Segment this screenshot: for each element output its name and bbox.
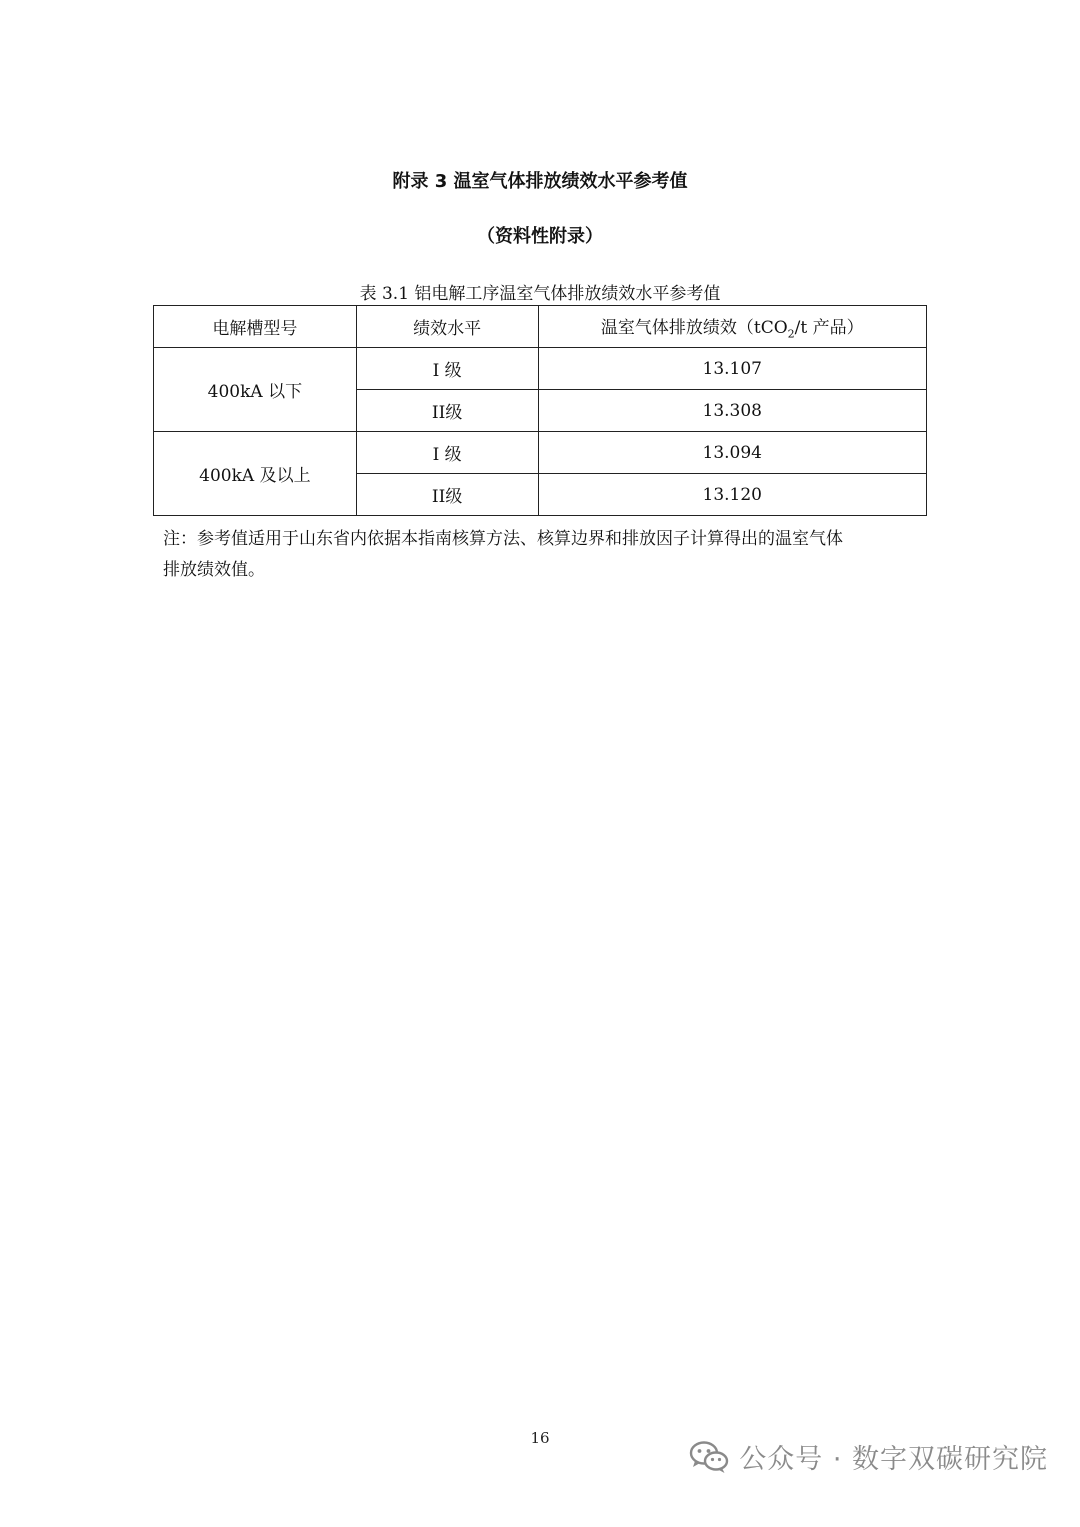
appendix-title: 附录 3 温室气体排放绩效水平参考值 xyxy=(392,171,688,192)
wechat-icon xyxy=(689,1440,729,1474)
table-row xyxy=(154,348,927,390)
cell-level: II级 xyxy=(356,474,538,516)
cell-value: 13.094 xyxy=(538,432,927,474)
cell-type: 400kA 以下 xyxy=(154,348,357,432)
cell-value: 13.308 xyxy=(538,390,927,432)
table-row xyxy=(154,432,927,474)
note-line-1: 注：参考值适用于山东省内依据本指南核算方法、核算边界和排放因子计算得出的温室气体 xyxy=(163,529,843,549)
cell-type: 400kA 及以上 xyxy=(154,432,357,516)
cell-value: 13.107 xyxy=(538,348,927,390)
header-cell-type: 电解槽型号 xyxy=(154,306,357,348)
note-line-2: 排放绩效值。 xyxy=(163,560,265,580)
header-level: 绩效水平 xyxy=(356,306,538,348)
header-value-suffix: /t 产品） xyxy=(794,317,864,338)
header-value-prefix: 温室气体排放绩效（tCO xyxy=(600,317,788,338)
cell-level: I 级 xyxy=(356,432,538,474)
wechat-watermark xyxy=(689,1437,1048,1476)
reference-values-table xyxy=(153,305,927,516)
table-caption: 表 3.1 铝电解工序温室气体排放绩效水平参考值 xyxy=(359,284,721,304)
cell-value: 13.120 xyxy=(538,474,927,516)
table-note xyxy=(163,524,928,586)
table-header-row xyxy=(154,306,927,348)
page-number: 16 xyxy=(530,1429,550,1447)
watermark-text: 公众号 · 数字双碳研究院 xyxy=(739,1444,1048,1475)
header-value-subscript: 2 xyxy=(787,327,795,341)
header-value xyxy=(538,306,927,348)
appendix-subtitle: （资料性附录） xyxy=(477,226,603,247)
cell-level: II级 xyxy=(356,390,538,432)
cell-level: I 级 xyxy=(356,348,538,390)
